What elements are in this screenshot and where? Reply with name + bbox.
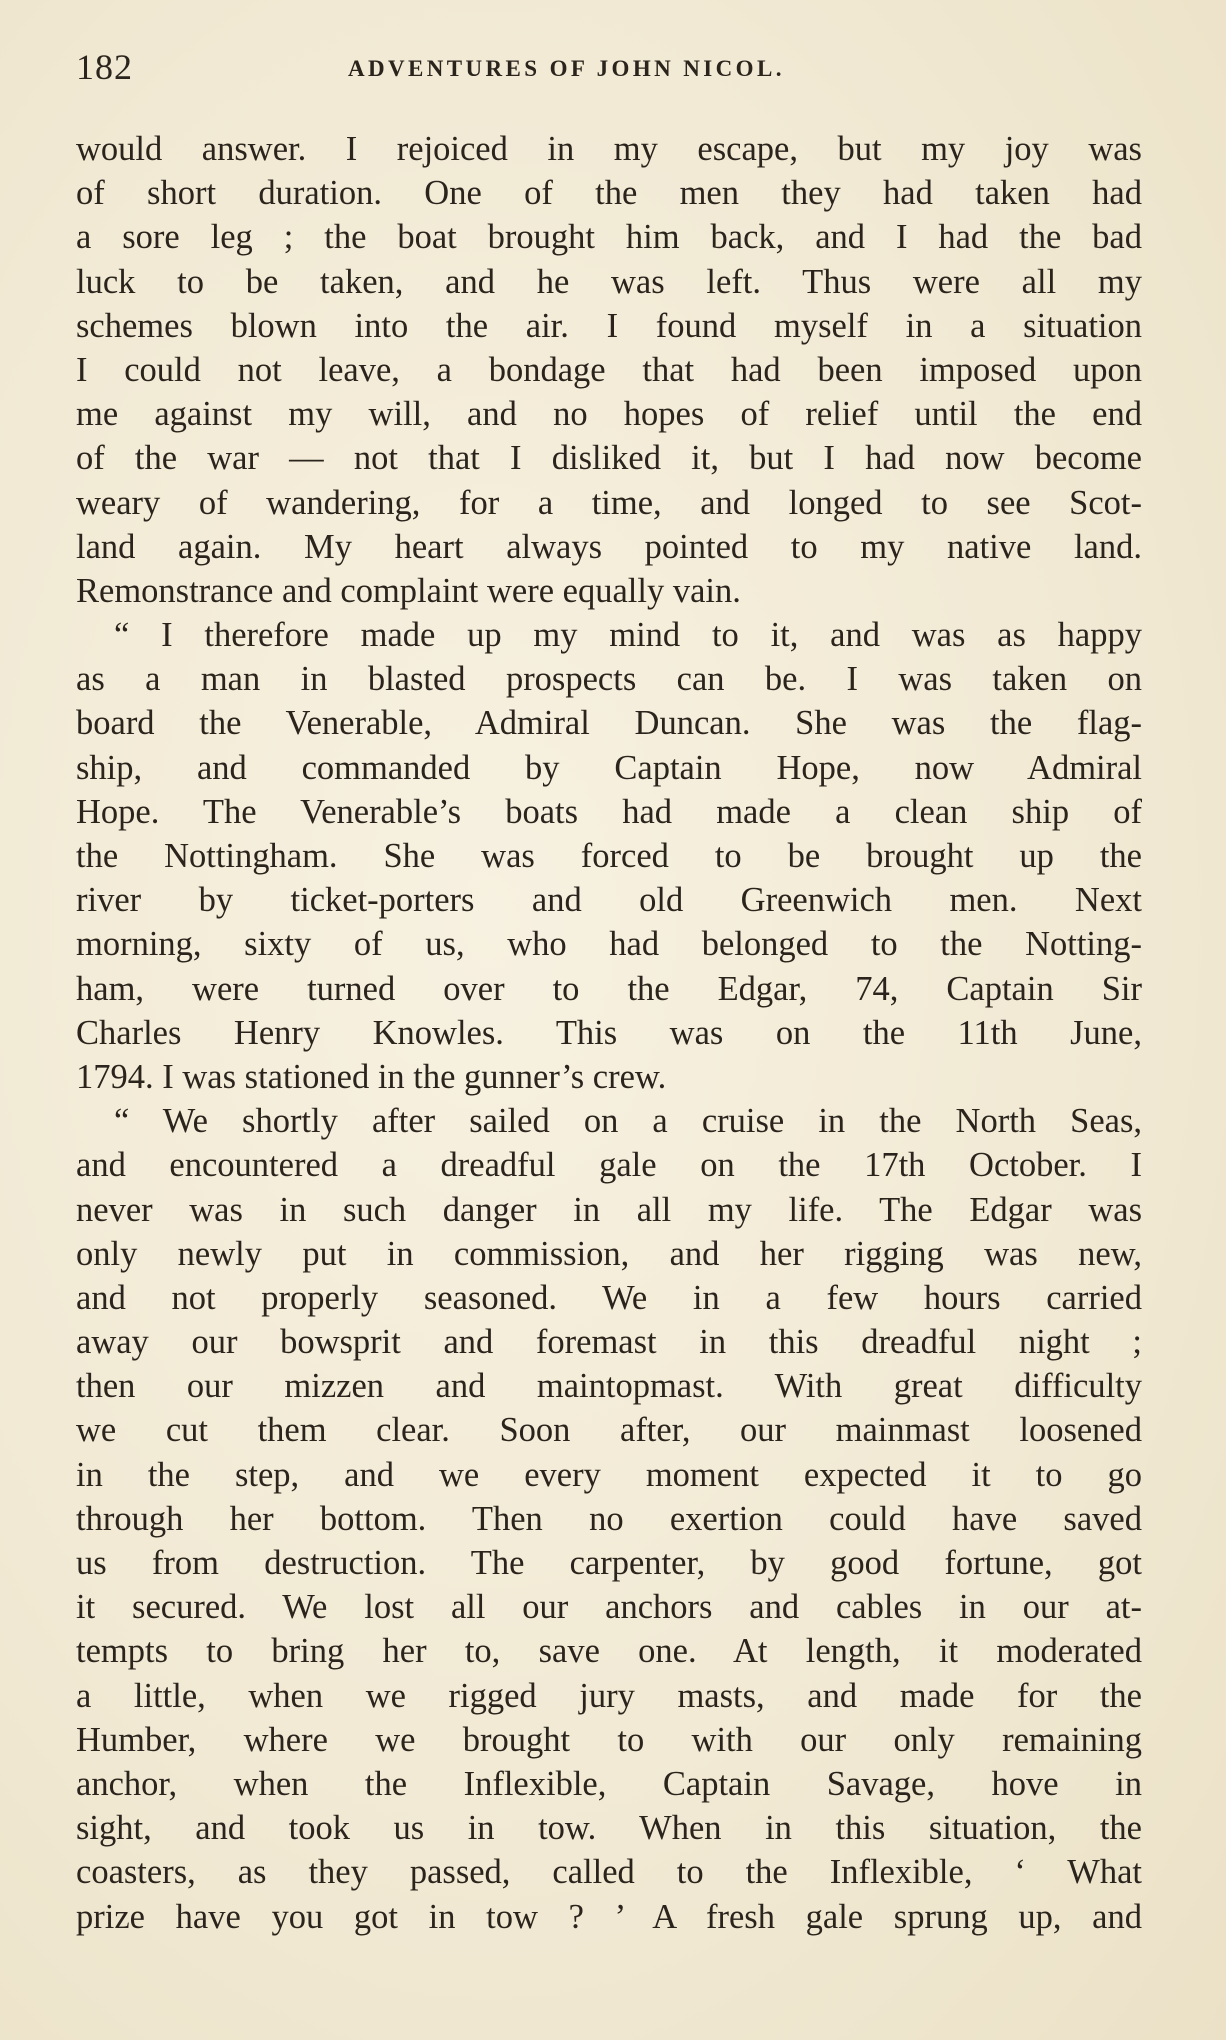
text-line: a little, when we rigged jury masts, and made for the: [76, 1676, 1142, 1715]
text-line: then our mizzen and maintopmast. With great difficulty: [76, 1367, 1142, 1406]
text-line: land again. My heart always pointed to my native land.: [76, 527, 1142, 566]
text-line: morning, sixty of us, who had belonged to the Notting-: [76, 925, 1142, 964]
text-line: weary of wandering, for a time, and longed to see Scot-: [76, 483, 1142, 522]
text-line: river by ticket-porters and old Greenwich men. Next: [76, 881, 1142, 920]
text-line: me against my will, and no hopes of relief until the end: [76, 395, 1142, 434]
text-line: coasters, as they passed, called to the Inflexible, ‘ What: [76, 1853, 1142, 1892]
paragraph: [76, 613, 1142, 1099]
text-line: luck to be taken, and he was left. Thus were all my: [76, 262, 1142, 301]
text-line: anchor, when the Inflexible, Captain Savage, hove in: [76, 1764, 1142, 1803]
text-line: Hope. The Venerable’s boats had made a clean ship of: [76, 792, 1142, 831]
text-line: a sore leg ; the boat brought him back, and I had the bad: [76, 218, 1142, 257]
text-line: we cut them clear. Soon after, our mainmast loosened: [76, 1411, 1142, 1450]
text-line: Charles Henry Knowles. This was on the 11th June,: [76, 1013, 1142, 1052]
text-line: ham, were turned over to the Edgar, 74, Captain Sir: [76, 969, 1142, 1008]
text-line: I could not leave, a bondage that had been imposed upon: [76, 350, 1142, 389]
page-number: 182: [76, 47, 133, 87]
text-line: through her bottom. Then no exertion could have saved: [76, 1499, 1142, 1538]
text-line: 1794. I was stationed in the gunner’s crew.: [76, 1057, 667, 1096]
text-line: only newly put in commission, and her rigging was new,: [76, 1234, 1142, 1273]
text-line: “ I therefore made up my mind to it, and was as happy: [114, 616, 1142, 655]
text-line: it secured. We lost all our anchors and cables in our at-: [76, 1588, 1142, 1627]
running-head: ADVENTURES OF JOHN NICOL.: [348, 56, 785, 81]
text-line: sight, and took us in tow. When in this situation, the: [76, 1809, 1142, 1848]
text-line: as a man in blasted prospects can be. I was taken on: [76, 660, 1142, 699]
text-line: of the war — not that I disliked it, but I had now become: [76, 439, 1142, 478]
text-line: and not properly seasoned. We in a few hours carried: [76, 1278, 1142, 1317]
text-line: “ We shortly after sailed on a cruise in the North Seas,: [114, 1102, 1142, 1141]
page-header: [76, 42, 1142, 92]
text-line: of short duration. One of the men they had taken had: [76, 174, 1142, 213]
text-line: and encountered a dreadful gale on the 17th October. I: [76, 1146, 1142, 1185]
text-line: us from destruction. The carpenter, by good fortune, got: [76, 1544, 1142, 1582]
paragraph: [76, 1099, 1142, 1939]
text-line: board the Venerable, Admiral Duncan. She was the flag-: [76, 704, 1142, 743]
paragraph: [76, 127, 1142, 613]
text-line: schemes blown into the air. I found myself in a situation: [76, 306, 1142, 345]
text-line: never was in such danger in all my life. The Edgar was: [76, 1190, 1142, 1229]
body-text: [76, 127, 1142, 1939]
text-line: tempts to bring her to, save one. At length, it moderated: [76, 1632, 1142, 1671]
text-line: would answer. I rejoiced in my escape, but my joy was: [76, 130, 1142, 168]
text-line: away our bowsprit and foremast in this dreadful night ;: [76, 1323, 1142, 1362]
text-line: prize have you got in tow ? ’ A fresh gale sprung up, and: [76, 1897, 1142, 1936]
text-line: ship, and commanded by Captain Hope, now Admiral: [76, 748, 1142, 787]
text-line: in the step, and we every moment expected it to go: [76, 1455, 1142, 1494]
text-line: Remonstrance and complaint were equally vain.: [76, 571, 741, 610]
text-line: the Nottingham. She was forced to be brought up the: [76, 837, 1142, 875]
text-line: Humber, where we brought to with our only remaining: [76, 1720, 1142, 1759]
